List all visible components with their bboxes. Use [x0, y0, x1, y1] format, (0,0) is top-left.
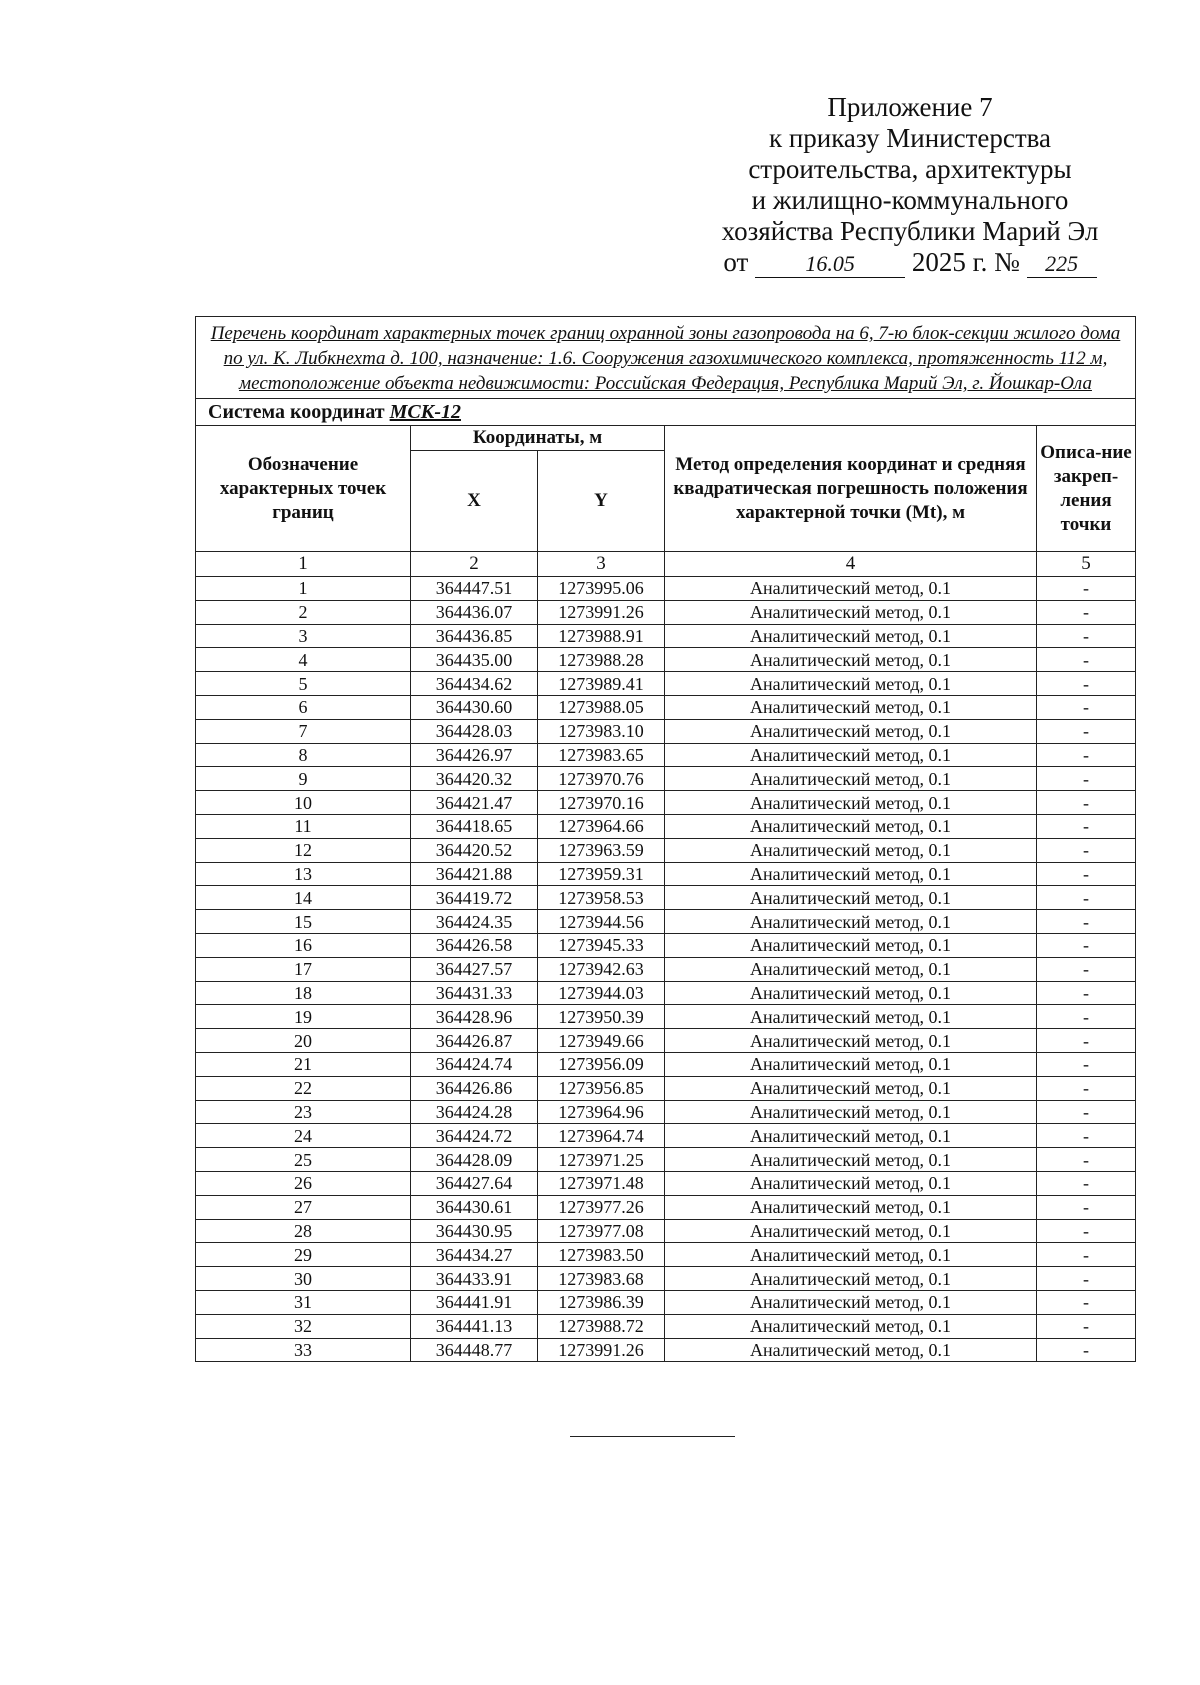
point-number-cell: 30	[196, 1267, 411, 1291]
col-header-coordinates: Координаты, м	[411, 426, 665, 451]
y-coordinate-cell: 1273983.10	[538, 719, 665, 743]
y-coordinate-cell: 1273964.74	[538, 1124, 665, 1148]
point-number-cell: 27	[196, 1195, 411, 1219]
method-cell: Аналитический метод, 0.1	[665, 743, 1037, 767]
year-text: 2025 г. №	[911, 247, 1020, 277]
point-number-cell: 28	[196, 1219, 411, 1243]
description-cell: -	[1037, 672, 1136, 696]
method-cell: Аналитический метод, 0.1	[665, 577, 1037, 601]
method-cell: Аналитический метод, 0.1	[665, 695, 1037, 719]
x-coordinate-cell: 364421.47	[411, 791, 538, 815]
y-coordinate-cell: 1273988.91	[538, 624, 665, 648]
point-number-cell: 33	[196, 1338, 411, 1362]
description-cell: -	[1037, 1100, 1136, 1124]
x-coordinate-cell: 364433.91	[411, 1267, 538, 1291]
description-cell: -	[1037, 1314, 1136, 1338]
y-coordinate-cell: 1273991.26	[538, 600, 665, 624]
x-coordinate-cell: 364420.52	[411, 838, 538, 862]
point-number-cell: 9	[196, 767, 411, 791]
appendix-header	[690, 92, 1130, 278]
point-number-cell: 31	[196, 1290, 411, 1314]
method-cell: Аналитический метод, 0.1	[665, 933, 1037, 957]
description-cell: -	[1037, 1005, 1136, 1029]
y-coordinate-cell: 1273983.68	[538, 1267, 665, 1291]
table-row	[196, 1243, 1136, 1267]
coordinates-table-wrapper	[195, 316, 1135, 1362]
y-coordinate-cell: 1273944.03	[538, 981, 665, 1005]
description-cell: -	[1037, 1195, 1136, 1219]
header-line-2: к приказу Министерства	[768, 123, 1052, 153]
description-cell: -	[1037, 1148, 1136, 1172]
description-cell: -	[1037, 886, 1136, 910]
method-cell: Аналитический метод, 0.1	[665, 1243, 1037, 1267]
x-coordinate-cell: 364427.64	[411, 1171, 538, 1195]
x-coordinate-cell: 364441.91	[411, 1290, 538, 1314]
description-cell: -	[1037, 695, 1136, 719]
y-coordinate-cell: 1273956.09	[538, 1052, 665, 1076]
point-number-cell: 8	[196, 743, 411, 767]
table-row	[196, 1171, 1136, 1195]
table-row	[196, 886, 1136, 910]
header-line-4: и жилищно-коммунального	[751, 185, 1069, 215]
table-row	[196, 1290, 1136, 1314]
x-coordinate-cell: 364421.88	[411, 862, 538, 886]
col-header-description: Описа-ние закреп-ления точки	[1037, 426, 1136, 552]
method-cell: Аналитический метод, 0.1	[665, 672, 1037, 696]
col-number: 5	[1037, 552, 1136, 577]
table-row	[196, 1029, 1136, 1053]
x-coordinate-cell: 364428.03	[411, 719, 538, 743]
method-cell: Аналитический метод, 0.1	[665, 1290, 1037, 1314]
y-coordinate-cell: 1273983.50	[538, 1243, 665, 1267]
y-coordinate-cell: 1273944.56	[538, 910, 665, 934]
x-coordinate-cell: 364420.32	[411, 767, 538, 791]
x-coordinate-cell: 364434.27	[411, 1243, 538, 1267]
method-cell: Аналитический метод, 0.1	[665, 1005, 1037, 1029]
point-number-cell: 19	[196, 1005, 411, 1029]
point-number-cell: 21	[196, 1052, 411, 1076]
y-coordinate-cell: 1273991.26	[538, 1338, 665, 1362]
method-cell: Аналитический метод, 0.1	[665, 600, 1037, 624]
x-coordinate-cell: 364426.97	[411, 743, 538, 767]
description-cell: -	[1037, 1267, 1136, 1291]
table-row	[196, 1219, 1136, 1243]
table-row	[196, 672, 1136, 696]
table-row	[196, 838, 1136, 862]
x-coordinate-cell: 364435.00	[411, 648, 538, 672]
coordinate-system-row	[196, 399, 1136, 426]
y-coordinate-cell: 1273971.48	[538, 1171, 665, 1195]
method-cell: Аналитический метод, 0.1	[665, 1219, 1037, 1243]
x-coordinate-cell: 364447.51	[411, 577, 538, 601]
point-number-cell: 18	[196, 981, 411, 1005]
header-line-5: хозяйства Республики Марий Эл	[721, 216, 1099, 246]
point-number-cell: 12	[196, 838, 411, 862]
point-number-cell: 23	[196, 1100, 411, 1124]
method-cell: Аналитический метод, 0.1	[665, 814, 1037, 838]
col-header-designation: Обозначение характерных точек границ	[196, 426, 411, 552]
point-number-cell: 1	[196, 577, 411, 601]
handwritten-date: 16.05	[755, 251, 905, 278]
description-cell: -	[1037, 933, 1136, 957]
method-cell: Аналитический метод, 0.1	[665, 791, 1037, 815]
appendix-title: Приложение 7	[827, 92, 993, 122]
description-cell: -	[1037, 1219, 1136, 1243]
y-coordinate-cell: 1273995.06	[538, 577, 665, 601]
description-cell: -	[1037, 719, 1136, 743]
table-row	[196, 981, 1136, 1005]
method-cell: Аналитический метод, 0.1	[665, 886, 1037, 910]
x-coordinate-cell: 364426.86	[411, 1076, 538, 1100]
y-coordinate-cell: 1273988.28	[538, 648, 665, 672]
point-number-cell: 5	[196, 672, 411, 696]
method-cell: Аналитический метод, 0.1	[665, 862, 1037, 886]
table-row	[196, 1076, 1136, 1100]
table-row	[196, 577, 1136, 601]
closing-divider	[570, 1436, 735, 1437]
method-cell: Аналитический метод, 0.1	[665, 1148, 1037, 1172]
description-cell: -	[1037, 1290, 1136, 1314]
description-cell: -	[1037, 1243, 1136, 1267]
x-coordinate-cell: 364430.60	[411, 695, 538, 719]
table-row	[196, 695, 1136, 719]
method-cell: Аналитический метод, 0.1	[665, 1100, 1037, 1124]
method-cell: Аналитический метод, 0.1	[665, 1124, 1037, 1148]
point-number-cell: 22	[196, 1076, 411, 1100]
description-cell: -	[1037, 957, 1136, 981]
method-cell: Аналитический метод, 0.1	[665, 1314, 1037, 1338]
x-coordinate-cell: 364431.33	[411, 981, 538, 1005]
point-number-cell: 7	[196, 719, 411, 743]
method-cell: Аналитический метод, 0.1	[665, 648, 1037, 672]
table-row	[196, 767, 1136, 791]
point-number-cell: 15	[196, 910, 411, 934]
table-row	[196, 1148, 1136, 1172]
col-header-method: Метод определения координат и средняя квадратическая погрешность положения характерной точки (Mt), м	[665, 426, 1037, 552]
description-cell: -	[1037, 838, 1136, 862]
description-cell: -	[1037, 648, 1136, 672]
x-coordinate-cell: 364430.61	[411, 1195, 538, 1219]
description-cell: -	[1037, 791, 1136, 815]
table-row	[196, 743, 1136, 767]
col-number: 4	[665, 552, 1037, 577]
y-coordinate-cell: 1273970.76	[538, 767, 665, 791]
table-row	[196, 1338, 1136, 1362]
table-row	[196, 719, 1136, 743]
x-coordinate-cell: 364418.65	[411, 814, 538, 838]
method-cell: Аналитический метод, 0.1	[665, 719, 1037, 743]
description-cell: -	[1037, 767, 1136, 791]
description-cell: -	[1037, 577, 1136, 601]
y-coordinate-cell: 1273964.66	[538, 814, 665, 838]
coordinates-table	[195, 316, 1136, 1362]
y-coordinate-cell: 1273942.63	[538, 957, 665, 981]
description-cell: -	[1037, 910, 1136, 934]
y-coordinate-cell: 1273977.08	[538, 1219, 665, 1243]
point-number-cell: 4	[196, 648, 411, 672]
col-header-y: Y	[538, 451, 665, 552]
point-number-cell: 2	[196, 600, 411, 624]
y-coordinate-cell: 1273949.66	[538, 1029, 665, 1053]
method-cell: Аналитический метод, 0.1	[665, 1076, 1037, 1100]
header-line-3: строительства, архитектуры	[748, 154, 1072, 184]
y-coordinate-cell: 1273964.96	[538, 1100, 665, 1124]
method-cell: Аналитический метод, 0.1	[665, 838, 1037, 862]
table-row	[196, 1005, 1136, 1029]
y-coordinate-cell: 1273989.41	[538, 672, 665, 696]
table-row	[196, 1100, 1136, 1124]
y-coordinate-cell: 1273959.31	[538, 862, 665, 886]
x-coordinate-cell: 364430.95	[411, 1219, 538, 1243]
x-coordinate-cell: 364424.74	[411, 1052, 538, 1076]
coordinate-system-value: МСК-12	[389, 401, 461, 423]
method-cell: Аналитический метод, 0.1	[665, 1171, 1037, 1195]
col-number: 3	[538, 552, 665, 577]
description-cell: -	[1037, 600, 1136, 624]
y-coordinate-cell: 1273963.59	[538, 838, 665, 862]
x-coordinate-cell: 364436.85	[411, 624, 538, 648]
y-coordinate-cell: 1273986.39	[538, 1290, 665, 1314]
table-row	[196, 814, 1136, 838]
description-cell: -	[1037, 814, 1136, 838]
x-coordinate-cell: 364434.62	[411, 672, 538, 696]
x-coordinate-cell: 364424.35	[411, 910, 538, 934]
col-header-x: X	[411, 451, 538, 552]
point-number-cell: 20	[196, 1029, 411, 1053]
x-coordinate-cell: 364426.58	[411, 933, 538, 957]
table-intro: Перечень координат характерных точек границ охранной зоны газопровода на 6, 7-ю блок-секции жилого дома по ул. К. Либкнехта д. 100, назначение: 1.6. Сооружения газохимического комплекса, протяженность 112 м, местоположение объекта недвижимости: Российская Федерация, Республика Марий Эл, г. Йошкар-Ола	[196, 317, 1136, 399]
table-row	[196, 1124, 1136, 1148]
y-coordinate-cell: 1273977.26	[538, 1195, 665, 1219]
table-row	[196, 910, 1136, 934]
x-coordinate-cell: 364448.77	[411, 1338, 538, 1362]
point-number-cell: 11	[196, 814, 411, 838]
method-cell: Аналитический метод, 0.1	[665, 624, 1037, 648]
table-row	[196, 600, 1136, 624]
x-coordinate-cell: 364424.28	[411, 1100, 538, 1124]
description-cell: -	[1037, 743, 1136, 767]
table-row	[196, 1052, 1136, 1076]
table-row	[196, 933, 1136, 957]
method-cell: Аналитический метод, 0.1	[665, 1195, 1037, 1219]
description-cell: -	[1037, 1171, 1136, 1195]
table-row	[196, 648, 1136, 672]
description-cell: -	[1037, 624, 1136, 648]
y-coordinate-cell: 1273988.72	[538, 1314, 665, 1338]
point-number-cell: 3	[196, 624, 411, 648]
point-number-cell: 14	[196, 886, 411, 910]
method-cell: Аналитический метод, 0.1	[665, 767, 1037, 791]
table-row	[196, 1267, 1136, 1291]
point-number-cell: 16	[196, 933, 411, 957]
point-number-cell: 24	[196, 1124, 411, 1148]
col-number: 2	[411, 552, 538, 577]
table-row	[196, 862, 1136, 886]
method-cell: Аналитический метод, 0.1	[665, 981, 1037, 1005]
y-coordinate-cell: 1273950.39	[538, 1005, 665, 1029]
description-cell: -	[1037, 1076, 1136, 1100]
table-row	[196, 791, 1136, 815]
col-number: 1	[196, 552, 411, 577]
coordinate-system-label: Система координат	[208, 401, 385, 423]
point-number-cell: 17	[196, 957, 411, 981]
order-date-line	[690, 247, 1130, 278]
description-cell: -	[1037, 1124, 1136, 1148]
method-cell: Аналитический метод, 0.1	[665, 1338, 1037, 1362]
method-cell: Аналитический метод, 0.1	[665, 1267, 1037, 1291]
y-coordinate-cell: 1273971.25	[538, 1148, 665, 1172]
description-cell: -	[1037, 981, 1136, 1005]
point-number-cell: 10	[196, 791, 411, 815]
point-number-cell: 32	[196, 1314, 411, 1338]
description-cell: -	[1037, 1338, 1136, 1362]
method-cell: Аналитический метод, 0.1	[665, 910, 1037, 934]
x-coordinate-cell: 364436.07	[411, 600, 538, 624]
description-cell: -	[1037, 1052, 1136, 1076]
point-number-cell: 29	[196, 1243, 411, 1267]
y-coordinate-cell: 1273956.85	[538, 1076, 665, 1100]
point-number-cell: 13	[196, 862, 411, 886]
date-prefix: от	[723, 247, 749, 277]
y-coordinate-cell: 1273988.05	[538, 695, 665, 719]
point-number-cell: 26	[196, 1171, 411, 1195]
x-coordinate-cell: 364441.13	[411, 1314, 538, 1338]
x-coordinate-cell: 364426.87	[411, 1029, 538, 1053]
handwritten-order-number: 225	[1027, 251, 1097, 278]
point-number-cell: 6	[196, 695, 411, 719]
table-row	[196, 1195, 1136, 1219]
table-row	[196, 624, 1136, 648]
y-coordinate-cell: 1273945.33	[538, 933, 665, 957]
point-number-cell: 25	[196, 1148, 411, 1172]
x-coordinate-cell: 364428.09	[411, 1148, 538, 1172]
x-coordinate-cell: 364419.72	[411, 886, 538, 910]
x-coordinate-cell: 364428.96	[411, 1005, 538, 1029]
y-coordinate-cell: 1273958.53	[538, 886, 665, 910]
method-cell: Аналитический метод, 0.1	[665, 1029, 1037, 1053]
y-coordinate-cell: 1273970.16	[538, 791, 665, 815]
description-cell: -	[1037, 1029, 1136, 1053]
table-row	[196, 1314, 1136, 1338]
x-coordinate-cell: 364427.57	[411, 957, 538, 981]
table-row	[196, 957, 1136, 981]
description-cell: -	[1037, 862, 1136, 886]
method-cell: Аналитический метод, 0.1	[665, 1052, 1037, 1076]
x-coordinate-cell: 364424.72	[411, 1124, 538, 1148]
y-coordinate-cell: 1273983.65	[538, 743, 665, 767]
method-cell: Аналитический метод, 0.1	[665, 957, 1037, 981]
